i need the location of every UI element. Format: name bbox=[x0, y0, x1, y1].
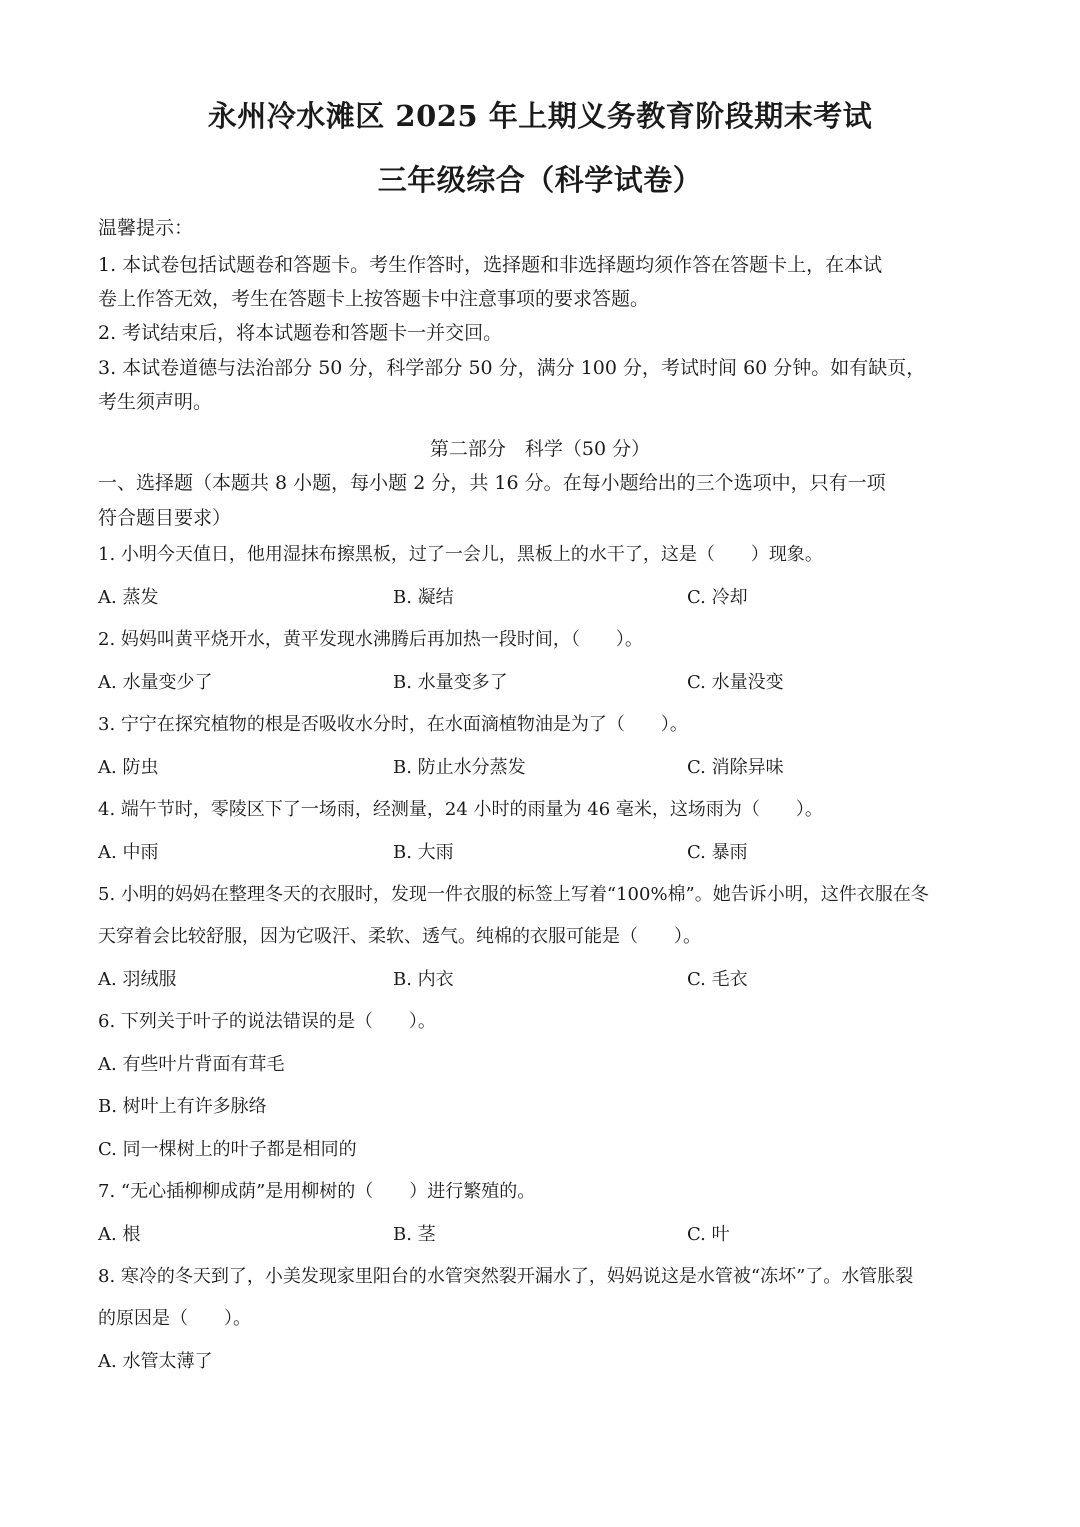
option-b: B. 水量变多了 bbox=[393, 672, 508, 693]
option-c: C. 冷却 bbox=[687, 587, 748, 608]
option-a: A. 羽绒服 bbox=[98, 969, 177, 990]
option-a: A. 有些叶片背面有茸毛 bbox=[98, 1054, 285, 1075]
option-b: B. 树叶上有许多脉络 bbox=[98, 1096, 267, 1117]
option-c: C. 叶 bbox=[687, 1224, 730, 1245]
option-c: C. 同一棵树上的叶子都是相同的 bbox=[98, 1139, 357, 1160]
option-b: B. 大雨 bbox=[393, 842, 454, 863]
notice-line: 1. 本试卷包括试题卷和答题卡。考生作答时，选择题和非选择题均须作答在答题卡上，在本试 bbox=[98, 254, 883, 276]
option-a: A. 水量变少了 bbox=[98, 672, 213, 693]
option-a: A. 防虫 bbox=[98, 757, 159, 778]
option-c: C. 消除异味 bbox=[687, 757, 784, 778]
question-text: 1. 小明今天值日，他用湿抹布擦黑板，过了一会儿，黑板上的水干了，这是（ ）现象。 bbox=[98, 544, 823, 565]
option-c: C. 水量没变 bbox=[687, 672, 784, 693]
option-b: B. 凝结 bbox=[393, 587, 454, 608]
option-a: A. 水管太薄了 bbox=[98, 1351, 213, 1372]
option-b: B. 茎 bbox=[393, 1224, 436, 1245]
question-text: 5. 小明的妈妈在整理冬天的衣服时，发现一件衣服的标签上写着“100%棉”。她告诉小明，这件衣服在冬 bbox=[98, 884, 929, 905]
exam-subtitle: 三年级综合（科学试卷） bbox=[377, 163, 703, 197]
question-text: 3. 宁宁在探究植物的根是否吸收水分时，在水面滴植物油是为了（ ）。 bbox=[98, 714, 688, 735]
part-heading: 一、选择题（本题共 8 小题，每小题 2 分，共 16 分。在每小题给出的三个选项中，只有一项 bbox=[98, 472, 886, 494]
notice-heading: 温馨提示： bbox=[98, 217, 194, 239]
option-a: A. 蒸发 bbox=[98, 587, 159, 608]
option-b: B. 防止水分蒸发 bbox=[393, 757, 526, 778]
option-c: C. 毛衣 bbox=[687, 969, 748, 990]
question-text: 4. 端午节时，零陵区下了一场雨，经测量，24 小时的雨量为 46 毫米，这场雨为（ ）。 bbox=[98, 799, 823, 820]
notice-line: 考生须声明。 bbox=[98, 391, 213, 413]
question-text: 的原因是（ ）。 bbox=[98, 1308, 251, 1329]
question-text: 天穿着会比较舒服，因为它吸汗、柔软、透气。纯棉的衣服可能是（ ）。 bbox=[98, 926, 701, 947]
section-title: 第二部分 科学（50 分） bbox=[429, 438, 651, 460]
question-text: 8. 寒冷的冬天到了，小美发现家里阳台的水管突然裂开漏水了，妈妈说这是水管被“冻坏”了。水管胀裂 bbox=[98, 1266, 914, 1287]
notice-line: 3. 本试卷道德与法治部分 50 分，科学部分 50 分，满分 100 分，考试时间 60 分钟。如有缺页， bbox=[98, 357, 926, 379]
option-b: B. 内衣 bbox=[393, 969, 454, 990]
exam-title: 永州冷水滩区 2025 年上期义务教育阶段期末考试 bbox=[207, 99, 873, 133]
notice-line: 2. 考试结束后，将本试题卷和答题卡一并交回。 bbox=[98, 322, 503, 344]
part-heading: 符合题目要求） bbox=[98, 507, 232, 529]
question-text: 6. 下列关于叶子的说法错误的是（ ）。 bbox=[98, 1011, 436, 1032]
question-text: 2. 妈妈叫黄平烧开水，黄平发现水沸腾后再加热一段时间，（ ）。 bbox=[98, 629, 643, 650]
question-text: 7. “无心插柳柳成荫”是用柳树的（ ）进行繁殖的。 bbox=[98, 1181, 536, 1202]
option-a: A. 中雨 bbox=[98, 842, 159, 863]
option-a: A. 根 bbox=[98, 1224, 141, 1245]
notice-line: 卷上作答无效，考生在答题卡上按答题卡中注意事项的要求答题。 bbox=[98, 288, 650, 310]
option-c: C. 暴雨 bbox=[687, 842, 748, 863]
